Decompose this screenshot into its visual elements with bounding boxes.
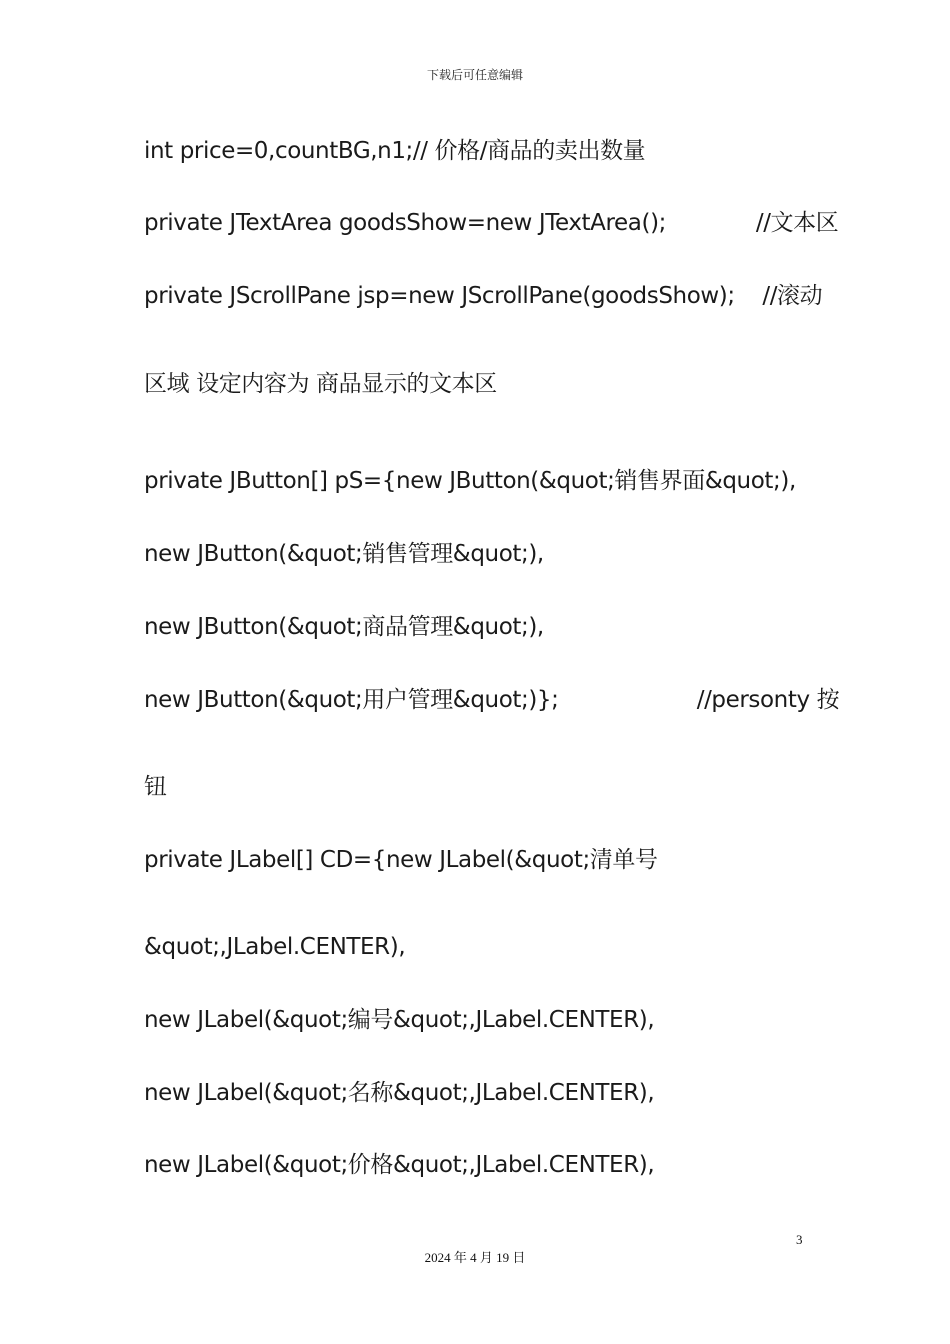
page-header: 下载后可任意编辑 (426, 68, 523, 82)
code-line: private JButton[] pS={new JButton(&quot;销售界面&quot;), (144, 468, 796, 494)
code-line: new JLabel(&quot;价格&quot;,JLabel.CENTER), (144, 1152, 655, 1178)
code-line: new JLabel(&quot;编号&quot;,JLabel.CENTER), (144, 1007, 655, 1033)
code-line: new JButton(&quot;销售管理&quot;), (144, 541, 544, 567)
page-number: 3 (796, 1232, 803, 1247)
code-line: &quot;,JLabel.CENTER), (144, 934, 406, 960)
code-line: 区域 设定内容为 商品显示的文本区 (144, 371, 497, 397)
code-line: private JScrollPane jsp=new JScrollPane(goodsShow); //滚动 (144, 283, 823, 309)
code-line: 钮 (144, 774, 167, 800)
code-line: new JLabel(&quot;名称&quot;,JLabel.CENTER), (144, 1080, 655, 1106)
code-line: new JButton(&quot;用户管理&quot;)}; //personty 按 (144, 687, 840, 713)
code-line: private JLabel[] CD={new JLabel(&quot;清单号 (144, 847, 658, 873)
code-line: new JButton(&quot;商品管理&quot;), (144, 614, 544, 640)
footer-date: 2024 年 4 月 19 日 (424, 1250, 526, 1265)
code-line: private JTextArea goodsShow=new JTextArea(); //文本区 (144, 210, 839, 236)
code-line: int price=0,countBG,n1;// 价格/商品的卖出数量 (144, 138, 646, 164)
